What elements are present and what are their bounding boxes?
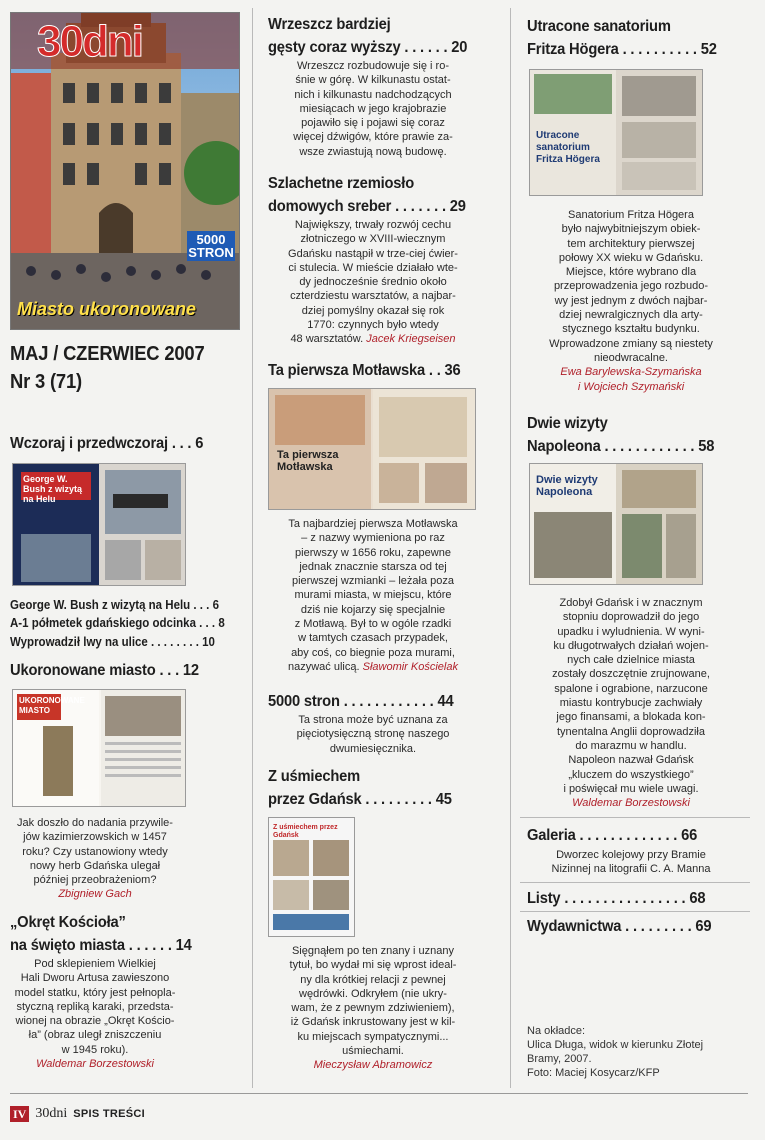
column-divider-2 (510, 8, 511, 1088)
article-text-srebra: Największy, trwały rozwój cechu złotniczego w XVIII-wiecznym Gdańsku nastąpił w trze-ciej ćwier- ci stulecia. W mieście działało wte- dy jednocześnie średnio około czterdziestu warsztatów, a najbar- dziej pomyślny okazał się rok 1770: czynnych było wtedy 48 warsztatów. Jacek Kriegseisen (288, 219, 458, 346)
article-title-motlawska[interactable]: Ta pierwsza Motławska . . 36 (268, 362, 461, 379)
thumb-motlawska (268, 388, 476, 510)
thumb-napoleon-title: Dwie wizyty Napoleona (536, 474, 598, 498)
toc-item-lwy[interactable]: Wyprowadził lwy na ulice . . . . . . . . 10 (10, 635, 215, 649)
footer-rule (10, 1093, 748, 1094)
section-title-okret-1[interactable]: „Okręt Kościoła” (10, 914, 126, 931)
cover-note: Na okładce: Ulica Długa, widok w kierunku Złotej Bramy, 2007. Foto: Maciej Kosycarz/KFP (527, 1025, 704, 1079)
thumb-usmiech-title: Z uśmiechem przez Gdańsk (273, 824, 338, 839)
divider-galeria (520, 817, 750, 818)
column-divider-1 (252, 8, 253, 1088)
thumb-motlawska-title: Ta pierwsza Motławska (277, 449, 339, 473)
article-title-wrzeszcz-1[interactable]: Wrzeszcz bardziej (268, 16, 391, 33)
footer-magazine: 30dni (35, 1106, 68, 1121)
page-number: IV (10, 1106, 29, 1122)
article-text-napoleon: Zdobył Gdańsk i w znacznym stopniu doprowadził do jego upadku i wyludnienia. W wyni- ku długotrwałych działań wojen- nych całe dzielnice miasta zostały doszczętnie zrujnowane, spalone i ograbione, narzucone miastu kontrybucje zachwiały jego finansami, a blokada kon- tynentalna Anglii doprowadziła do marazmu w handlu. Napoleon nazwał Gdańsk „kluczem do wszystkiego” i poświęcał mu wiele uwagi. Waldemar Borzestowski (520, 596, 742, 810)
thumb-sanatorium-title: Utracone sanatorium Fritza Högera (536, 130, 600, 165)
article-title-galeria[interactable]: Galeria . . . . . . . . . . . . . 66 (527, 827, 698, 844)
cover-title: Miasto ukoronowane (17, 299, 197, 319)
author: Ewa Barylewska-Szymańska (560, 366, 702, 379)
toc-item-a1[interactable]: A-1 półmetek gdańskiego odcinka . . . 8 (10, 616, 225, 630)
thumb-bush-title: George W. Bush z wizytą na Helu (23, 474, 83, 504)
article-text-usmiech: Sięgnąłem po ten znany i uznany tytuł, bo wydał mi się wprost ideal- ny dla krótkiej relacji z pewnej wędrówki. Odkryłem (nie ukry- wam, że z pewnym zdziwieniem), iż Gdańsk inkrustowany jest w kil- ku miejscach sympatycznymi... uśmiechami. Mieczysław Abramowicz (264, 944, 482, 1073)
cover-image (10, 12, 240, 330)
article-text-okret: Pod sklepieniem Wielkiej Hali Dworu Artusa zawieszono model statku, który jest pełnopla- styczną repliką karaki, przedsta- wionej na obrazie „Okręt Kościo- ła” (obraz uległ zniszczeniu w 1945 roku). Waldemar Borzestowski (6, 957, 184, 1071)
article-text-sanatorium: Sanatorium Fritza Högera było najwybitniejszym obiek- tem architektury pierwszej połowy XX wieku w Gdańsku. Miejsce, które wybrano dla przeprowadzenia jego rozbudo- wy jest jednym z dwóch najbar- dziej newralgicznych dla arty- stycznego kształtu budynku. Wprowadzone zmiany są niestety nieodwracalne. Ewa Barylewska-Szymańska i Wojciech Szymański (520, 208, 742, 394)
author: Jacek Kriegseisen (366, 333, 456, 346)
cover-badge: 5000 STRON (188, 232, 234, 260)
section-title-okret-2[interactable]: na święto miasta . . . . . . 14 (10, 937, 192, 954)
divider-wydawnictwa (520, 911, 750, 912)
article-text-5000: Ta strona może być uznana za pięciotysięczną stronę naszego dwumiesięcznika. (296, 714, 450, 755)
author: i Wojciech Szymański (577, 380, 685, 393)
thumb-ukoronowane-title: UKORONOWANE MIASTO (19, 696, 85, 715)
author: Sławomir Kościelak (362, 660, 458, 673)
thumb-ukoronowane (12, 689, 186, 807)
thumb-sanatorium (529, 69, 703, 196)
article-title-srebra-1[interactable]: Szlachetne rzemiosło (268, 175, 415, 192)
article-title-wrzeszcz-2[interactable]: gęsty coraz wyższy . . . . . . 20 (268, 39, 468, 56)
thumb-bush (12, 463, 186, 586)
issue-date: MAJ / CZERWIEC 2007 (10, 343, 205, 365)
author: Zbigniew Gach (58, 888, 132, 901)
footer-section: SPIS TREŚCI (73, 1108, 145, 1120)
section-title-wczoraj[interactable]: Wczoraj i przedwczoraj . . . 6 (10, 435, 204, 452)
article-title-listy[interactable]: Listy . . . . . . . . . . . . . . . . 68 (527, 890, 706, 907)
article-title-napoleon-2[interactable]: Napoleona . . . . . . . . . . . . 58 (527, 438, 715, 455)
article-title-sanatorium-2[interactable]: Fritza Högera . . . . . . . . . . 52 (527, 41, 717, 58)
author: Waldemar Borzestowski (572, 797, 690, 810)
section-title-ukoronowane[interactable]: Ukoronowane miasto . . . 12 (10, 662, 199, 679)
article-title-sanatorium-1[interactable]: Utracone sanatorium (527, 18, 671, 35)
issue-number: Nr 3 (71) (10, 371, 82, 393)
article-text-galeria: Dworzec kolejowy przy Bramie Nizinnej na litografii C. A. Manna (551, 849, 711, 876)
article-title-napoleon-1[interactable]: Dwie wizyty (527, 415, 608, 432)
author: Mieczysław Abramowicz (313, 1059, 433, 1072)
cover-logo: 30dni (37, 17, 142, 66)
article-text-ukoronowane: Jak doszło do nadania przywile- jów kazimierzowskich w 1457 roku? Czy ustanowiony wtedy nowy herb Gdańska ulegał później przeobrażeniom? Zbigniew Gach (6, 816, 184, 902)
thumb-napoleon (529, 463, 703, 585)
article-text-motlawska: Ta najbardziej pierwsza Motławska – z nazwy wymieniona po raz pierwszy w 1656 roku, zapewne jednak znacznie starsza od tej pierwszej wzmianki – leżała poza murami miasta, w miejscu, które dziś nie kojarzy się specjalnie z Motławą. Był to w ogóle rzadki w tamtych czasach przypadek, aby coś, co biegnie poza murami, nazywać ulicą. Sławomir Kościelak (288, 518, 458, 673)
article-title-wydawnictwa[interactable]: Wydawnictwa . . . . . . . . . 69 (527, 918, 712, 935)
article-title-usmiech-1[interactable]: Z uśmiechem (268, 768, 361, 785)
author: Waldemar Borzestowski (36, 1058, 154, 1071)
article-text-wrzeszcz: Wrzeszcz rozbudowuje się i ro- śnie w górę. W kilkunastu ostat- nich i kilkunastu nadchodzących miesiącach w jego krajobrazie pojawiło się i pojawi się coraz więcej dźwigów, które prawie za- wsze zwiastują nową budowę. (293, 60, 453, 158)
article-title-usmiech-2[interactable]: przez Gdańsk . . . . . . . . . 45 (268, 791, 452, 808)
article-title-srebra-2[interactable]: domowych sreber . . . . . . . 29 (268, 198, 466, 215)
thumb-usmiech (268, 817, 355, 937)
footer (10, 1104, 145, 1124)
divider-listy (520, 882, 750, 883)
toc-item-bush[interactable]: George W. Bush z wizytą na Helu . . . 6 (10, 598, 219, 612)
article-title-5000[interactable]: 5000 stron . . . . . . . . . . . . 44 (268, 693, 454, 710)
